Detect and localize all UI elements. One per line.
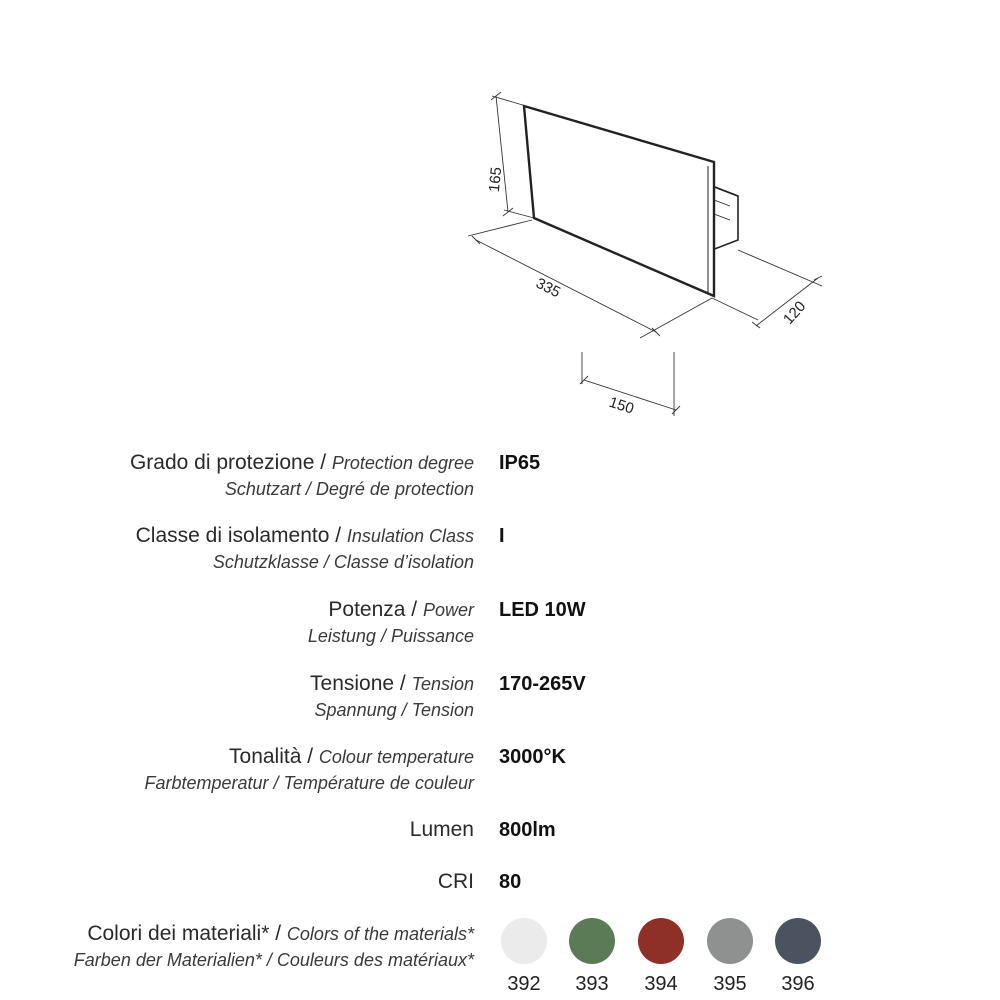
- spec-label: Tensione / Tension Spannung / Tension: [0, 671, 474, 723]
- spec-row-power: [0, 597, 1000, 657]
- color-swatch-code: 393: [575, 973, 609, 995]
- spec-row-lumen: [0, 817, 1000, 877]
- dimension-depth-label: 120: [779, 298, 810, 328]
- spec-label: Classe di isolamento / Insulation Class Schutzklasse / Classe d’isolation: [0, 523, 474, 575]
- spec-label-translation: Protection degree: [331, 453, 474, 473]
- spec-value: 3000°K: [499, 746, 566, 768]
- color-swatch-dot: [501, 918, 547, 964]
- spec-label-translation-2: Schutzart / Degré de protection: [224, 479, 474, 499]
- spec-label-translation: Colour temperature: [318, 747, 474, 767]
- spec-label-main: Tonalità: [229, 745, 302, 768]
- spec-label: Potenza / Power Leistung / Puissance: [0, 597, 474, 649]
- dimension-projection-label: 150: [606, 393, 636, 418]
- spec-value: 80: [499, 871, 522, 893]
- product-technical-drawing: [0, 0, 1000, 430]
- dimension-width-label: 335: [533, 274, 564, 302]
- spec-label: [0, 869, 474, 895]
- spec-label-main: Grado di protezione: [129, 451, 315, 474]
- spec-value: I: [499, 525, 505, 547]
- spec-label-main: Lumen: [409, 818, 474, 841]
- spec-value: 800lm: [499, 819, 556, 841]
- color-swatch-dot: [707, 918, 753, 964]
- dimension-height-label: 165: [485, 166, 506, 193]
- spec-label: [0, 817, 474, 843]
- color-swatch-dot: [638, 918, 684, 964]
- spec-label: Colori dei materiali* / Colors of the materials* Farben der Materialien* / Couleurs des matériaux*: [0, 921, 474, 973]
- color-swatch-code: 394: [644, 973, 678, 995]
- spec-label-translation-2: Farbtemperatur / Température de couleur: [144, 773, 474, 793]
- spec-label-main: Classe di isolamento: [135, 524, 330, 547]
- color-swatch-code: 396: [781, 973, 815, 995]
- spec-label-main: Colori dei materiali*: [87, 922, 270, 945]
- spec-label-translation: Tension: [411, 674, 474, 694]
- spec-label-translation: Power: [422, 600, 474, 620]
- spec-label-main: Potenza: [328, 598, 406, 621]
- color-swatch-dot: [569, 918, 615, 964]
- spec-label-translation: Insulation Class: [346, 526, 474, 546]
- spec-label-main: Tensione: [310, 672, 395, 695]
- spec-label-main: CRI: [437, 870, 474, 893]
- color-swatch-396[interactable]: [774, 918, 822, 996]
- color-swatch-dot: [775, 918, 821, 964]
- spec-label-translation: Colors of the materials*: [286, 924, 474, 944]
- color-swatch-code: 392: [507, 973, 541, 995]
- color-swatch-395[interactable]: [706, 918, 754, 996]
- lamp-outline: [524, 106, 738, 296]
- color-swatch-393[interactable]: [568, 918, 616, 996]
- spec-label-translation-2: Spannung / Tension: [314, 700, 474, 720]
- color-swatch-392[interactable]: [500, 918, 548, 996]
- spec-row-protection: [0, 450, 1000, 510]
- color-swatches: [500, 918, 840, 998]
- spec-value: 170-265V: [499, 673, 586, 695]
- spec-label: Tonalità / Colour temperature Farbtemperatur / Température de couleur: [0, 744, 474, 796]
- color-swatch-code: 395: [713, 973, 747, 995]
- color-swatch-394[interactable]: [637, 918, 685, 996]
- spec-row-insulation: [0, 523, 1000, 583]
- spec-row-voltage: [0, 671, 1000, 731]
- spec-value: IP65: [499, 452, 541, 474]
- spec-label-translation-2: Farben der Materialien* / Couleurs des matériaux*: [73, 950, 474, 970]
- spec-row-colour-temperature: [0, 744, 1000, 804]
- spec-label: Grado di protezione / Protection degree Schutzart / Degré de protection: [0, 450, 474, 502]
- spec-value: LED 10W: [499, 599, 586, 621]
- spec-label-translation-2: Leistung / Puissance: [307, 626, 474, 646]
- spec-label-translation-2: Schutzklasse / Classe d’isolation: [212, 552, 474, 572]
